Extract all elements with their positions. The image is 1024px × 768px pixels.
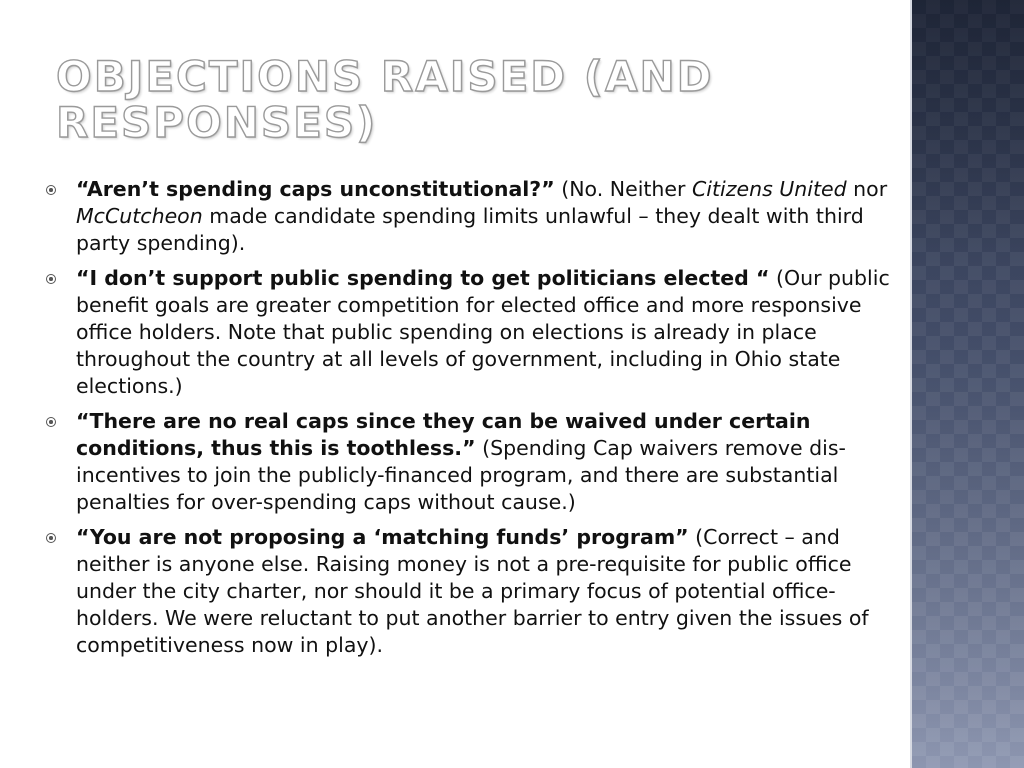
slide-content [44, 176, 908, 667]
circle-bullet-icon [46, 417, 56, 427]
objection-item-matching-funds [44, 524, 908, 659]
objection-response: (Spending Cap waivers remove dis-incentives to join the publicly-financed program, and there are substantial penalties for over-spending caps without cause.) [76, 436, 846, 514]
decorative-side-panel [912, 0, 1024, 768]
objection-response-text: made candidate spending limits unlawful – they dealt with third party spending). [76, 204, 864, 255]
objection-question: “Aren’t spending caps unconstitutional?” [76, 177, 555, 201]
objection-item-waivable-caps [44, 408, 908, 516]
objections-list [44, 176, 908, 659]
slide-title-line-2: RESPONSES) [56, 98, 378, 147]
objection-item-constitutional [44, 176, 908, 257]
circle-bullet-icon [46, 274, 56, 284]
slide-title-line-1: OBJECTIONS RAISED (AND [56, 52, 714, 101]
objection-response-text: (No. Neither [554, 177, 692, 201]
slide-title [56, 54, 896, 146]
circle-bullet-icon [46, 533, 56, 543]
objection-response: (Our public benefit goals are greater competition for elected office and more responsive office holders. Note that public spending on elections is already in place throughout the country at all levels of government, including in Ohio state elections.) [76, 266, 890, 398]
objection-question: “There are no real caps since they can be waived under certain conditions, thus this is toothless.” [76, 409, 811, 460]
circle-bullet-icon [46, 185, 56, 195]
objection-question: “I don’t support public spending to get politicians elected “ [76, 266, 770, 290]
objection-question: “You are not proposing a ‘matching funds’ program” [76, 525, 689, 549]
case-name-mccutcheon: McCutcheon [76, 204, 203, 228]
objection-response-text: nor [846, 177, 888, 201]
case-name-citizens-united: Citizens United [691, 177, 847, 201]
objection-item-public-spending [44, 265, 908, 400]
objection-response: (Correct – and neither is anyone else. Raising money is not a pre-requisite for public office under the city charter, nor should it be a primary focus of potential office-holders. We were reluctant to put another barrier to entry given the issues of competitiveness now in play). [76, 525, 869, 657]
